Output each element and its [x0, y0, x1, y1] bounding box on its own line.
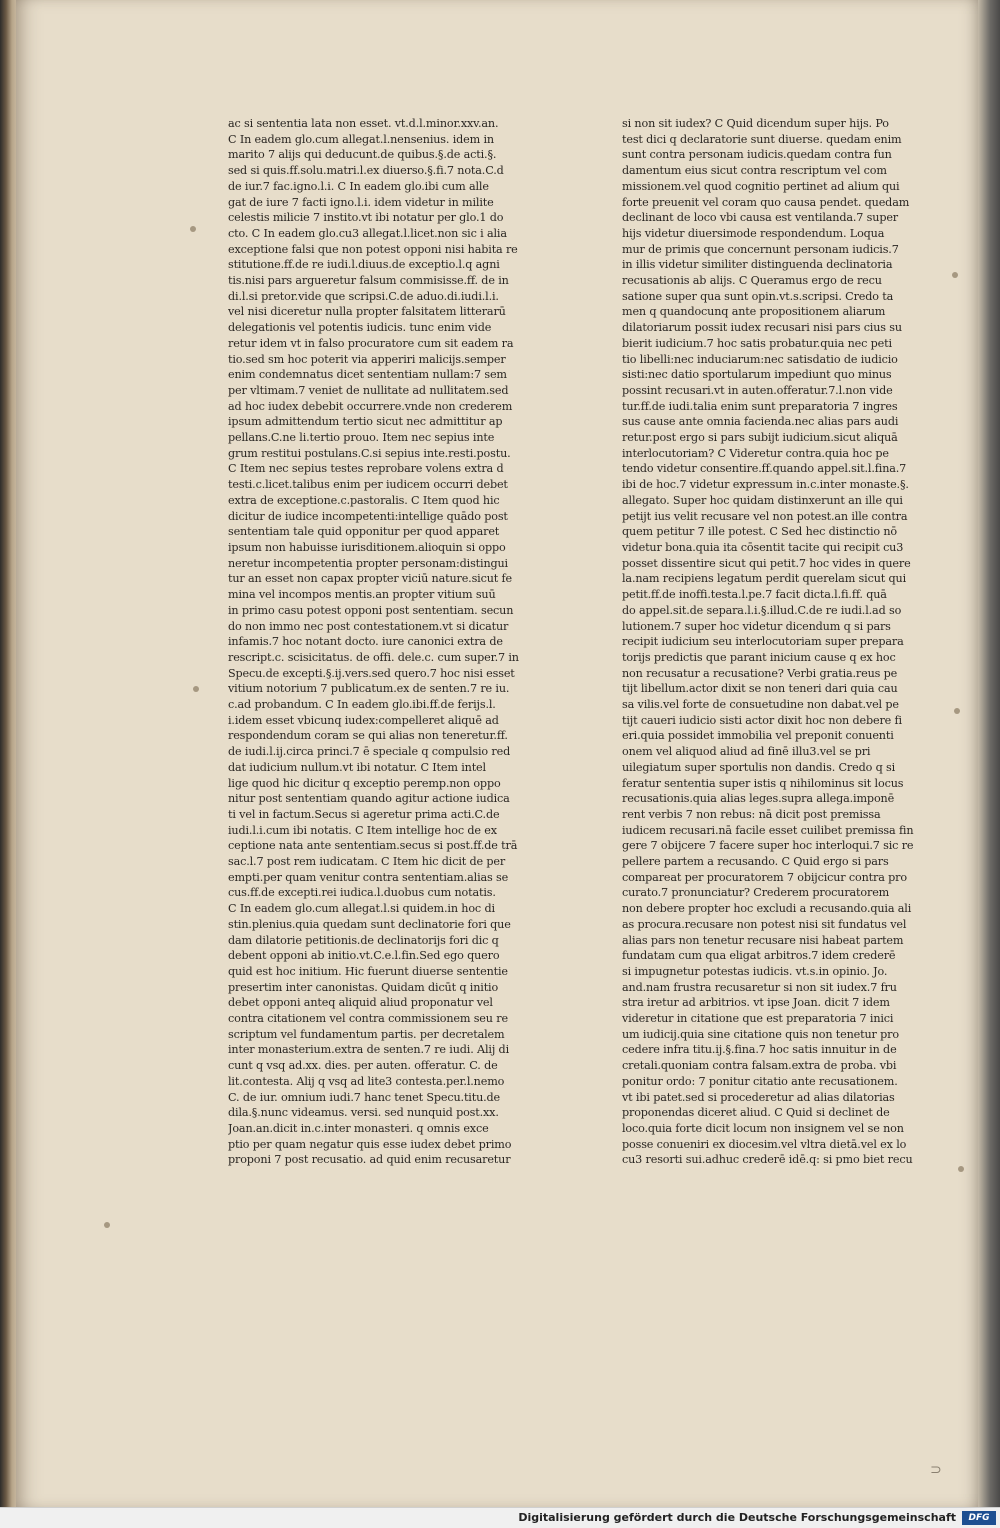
- text-line: eri.quia possidet immobilia vel preponit conuenti: [622, 729, 894, 743]
- dfg-logo[interactable]: DFG: [962, 1511, 996, 1525]
- text-line: debent opponi ab initio.vt.C.e.l.fin.Sed ego quero: [228, 949, 500, 963]
- text-line: gat de iure 7 facti igno.l.i. idem videtur in milite: [228, 195, 494, 209]
- text-line: tijt caueri iudicio sisti actor dixit hoc non debere fi: [622, 713, 902, 727]
- text-line: cu3 resorti sui.adhuc crederē idē.q: si pmo biet recu: [622, 1153, 913, 1167]
- text-line: tio libelli:nec induciarum:nec satisdatio de iudicio: [622, 352, 898, 366]
- text-line: quid est hoc initium. Hic fuerunt diuerse sententie: [228, 964, 508, 978]
- pinhole-mark: [190, 226, 196, 232]
- pinhole-mark: [958, 1166, 964, 1172]
- text-line: loco.quia forte dicit locum non insignem vel se non: [622, 1122, 904, 1135]
- text-line: ponitur ordo: 7 ponitur citatio ante recusationem.: [622, 1074, 898, 1088]
- text-line: iudicem recusari.nā facile esset cuilibet premissa fin: [622, 823, 914, 837]
- text-line: extra de exceptione.c.pastoralis. C Item quod hic: [228, 493, 500, 507]
- text-line: Joan.an.dicit in.c.inter monasteri. q omnis exce: [228, 1122, 489, 1135]
- pencil-mark-icon: ⊃: [930, 1462, 942, 1478]
- text-line: dila.§.nunc videamus. versi. sed nunquid post.xx.: [228, 1106, 499, 1120]
- text-line: sac.l.7 post rem iudicatam. C Item hic dicit de per: [228, 855, 506, 869]
- text-line: dilatoriarum possit iudex recusari nisi pars cius su: [622, 321, 902, 335]
- text-line: sed si quis.ff.solu.matri.l.ex diuerso.§.fi.7 nota.C.d: [228, 164, 504, 178]
- text-line: posse conueniri ex diocesim.vel vltra dietā.vel ex lo: [622, 1137, 907, 1151]
- text-line: C In eadem glo.cum allegat.l.nensenius. idem in: [228, 132, 494, 146]
- text-line: recipit iudicium seu interlocutoriam super prepara: [622, 635, 904, 649]
- text-line: gere 7 obijcere 7 facere super hoc interloqui.7 sic re: [622, 839, 914, 853]
- text-line: mur de primis que concernunt personam iudicis.7: [622, 242, 899, 256]
- text-line: cunt q vsq ad.xx. dies. per auten. offeratur. C. de: [228, 1059, 498, 1073]
- text-line: tis.nisi pars argueretur falsum commisisse.ff. de in: [228, 274, 509, 288]
- text-line: C. de iur. omnium iudi.7 hanc tenet Specu.titu.de: [228, 1090, 501, 1104]
- text-line: bierit iudicium.7 hoc satis probatur.quia nec peti: [622, 336, 892, 350]
- text-line: recusationis.quia alias leges.supra allega.imponē: [622, 792, 895, 806]
- text-line: tur an esset non capax propter viciū nature.sicut fe: [228, 572, 512, 586]
- text-line: infamis.7 hoc notant docto. iure canonici extra de: [228, 635, 503, 649]
- text-line: stitutione.ff.de re iudi.l.diuus.de exceptio.l.q agni: [228, 258, 500, 272]
- text-line: vitium notorium 7 publicatum.ex de senten.7 re iu.: [228, 682, 510, 696]
- text-line: sisti:nec datio sportularum impediunt quo minus: [622, 368, 892, 382]
- text-line: testi.c.licet.talibus enim per iudicem occurri debet: [228, 478, 508, 492]
- text-line: alias pars non tenetur recusare nisi habeat partem: [622, 933, 904, 947]
- text-line: rescript.c. scisicitatus. de offi. dele.c. cum super.7 in: [228, 650, 519, 664]
- text-line: declinant de loco vbi causa est ventilanda.7 super: [622, 211, 898, 225]
- text-line: lige quod hic dicitur q exceptio peremp.non oppo: [228, 776, 501, 790]
- right-text-column: [622, 116, 938, 1168]
- text-line: proponendas diceret aliud. C Quid si declinet de: [622, 1106, 890, 1120]
- text-line: tijt libellum.actor dixit se non teneri dari quia cau: [622, 682, 898, 696]
- text-line: non recusatur a recusatione? Verbi gratia.reus pe: [622, 666, 898, 680]
- pinhole-mark: [193, 686, 199, 692]
- text-line: allegato. Super hoc quidam distinxerunt an ille qui: [622, 493, 903, 507]
- text-line: si non sit iudex? C Quid dicendum super hijs. Po: [622, 117, 889, 130]
- text-line: recusationis ab alijs. C Queramus ergo de recu: [622, 274, 882, 288]
- text-line: tio.sed sm hoc poterit via apperiri malicijs.semper: [228, 352, 506, 366]
- text-line: C In eadem glo.cum allegat.l.si quidem.in hoc di: [228, 902, 495, 916]
- text-line: de iudi.l.ij.circa princi.7 ē speciale q compulsio red: [228, 745, 511, 759]
- text-line: i.idem esset vbicunq iudex:compelleret aliquē ad: [228, 713, 499, 727]
- left-text-column: [228, 116, 544, 1168]
- text-line: respondendum coram se qui alias non teneretur.ff.: [228, 729, 508, 743]
- text-line: vel nisi diceretur nulla propter falsitatem litterarū: [228, 305, 506, 319]
- pinhole-mark: [952, 272, 958, 278]
- text-line: feratur sententia super istis q nihilominus sit locus: [622, 776, 904, 790]
- text-line: hijs videtur diuersimode respondendum. Loqua: [622, 226, 885, 240]
- text-line: proponi 7 post recusatio. ad quid enim recusaretur: [228, 1153, 511, 1167]
- text-line: cretali.quoniam contra falsam.extra de proba. vbi: [622, 1059, 897, 1073]
- text-line: as procura.recusare non potest nisi sit fundatus vel: [622, 917, 907, 931]
- text-line: sententiam tale quid opponitur per quod apparet: [228, 525, 500, 539]
- text-line: posset dissentire sicut qui petit.7 hoc vides in quere: [622, 556, 911, 570]
- text-line: rent verbis 7 non rebus: nā dicit post premissa: [622, 807, 881, 821]
- text-line: forte preuenit vel coram quo causa pendet. quedam: [622, 195, 910, 209]
- text-line: possint recusari.vt in auten.offeratur.7.l.non vide: [622, 383, 893, 397]
- text-line: contra citationem vel contra commissionem seu re: [228, 1012, 508, 1026]
- text-line: and.nam frustra recusaretur si non sit iudex.7 fru: [622, 980, 897, 994]
- text-line: um iudicij.quia sine citatione quis non tenetur pro: [622, 1027, 899, 1041]
- text-line: c.ad probandum. C In eadem glo.ibi.ff.de ferijs.l.: [228, 698, 496, 712]
- text-line: ipsum non habuisse iurisditionem.alioquin si oppo: [228, 540, 506, 554]
- text-line: tur.ff.de iudi.talia enim sunt preparatoria 7 ingres: [622, 399, 898, 413]
- text-line: iudi.l.i.cum ibi notatis. C Item intellige hoc de ex: [228, 823, 497, 837]
- text-line: C Item nec sepius testes reprobare volens extra d: [228, 462, 504, 476]
- text-line: neretur incompetentia propter personam:distingui: [228, 556, 508, 570]
- text-line: test dici q declaratorie sunt diuerse. quedam enim: [622, 132, 902, 146]
- text-line: empti.per quam venitur contra sententiam.alias se: [228, 870, 509, 884]
- text-line: per vltimam.7 veniet de nullitate ad nullitatem.sed: [228, 383, 509, 397]
- text-line: scriptum vel fundamentum partis. per decretalem: [228, 1027, 505, 1041]
- text-line: celestis milicie 7 instito.vt ibi notatur per glo.1 do: [228, 211, 504, 225]
- text-line: non debere propter hoc excludi a recusando.quia ali: [622, 902, 912, 916]
- text-line: di.l.si pretor.vide que scripsi.C.de aduo.di.iudi.l.i.: [228, 289, 499, 303]
- text-line: petijt ius velit recusare vel non potest.an ille contra: [622, 509, 908, 523]
- text-line: cedere infra titu.ij.§.fina.7 hoc satis innuitur in de: [622, 1043, 897, 1057]
- page: [16, 0, 978, 1508]
- text-line: dicitur de iudice incompetenti:intellige quādo post: [228, 509, 508, 523]
- text-line: petit.ff.de inoffi.testa.l.pe.7 facit dicta.l.fi.ff. quā: [622, 588, 887, 602]
- text-line: onem vel aliquod aliud ad finē illu3.vel se pri: [622, 745, 871, 759]
- text-line: stra iretur ad arbitrios. vt ipse Joan. dicit 7 idem: [622, 996, 890, 1010]
- text-line: videretur in citatione que est preparatoria 7 inici: [622, 1012, 894, 1026]
- text-line: torijs predictis que parant inicium cause q ex hoc: [622, 650, 896, 664]
- text-line: ipsum admittendum tertio sicut nec admittitur ap: [228, 415, 503, 429]
- text-line: sus cause ante omnia facienda.nec alias pars audi: [622, 415, 899, 429]
- text-line: ibi de hoc.7 videtur expressum in.c.inter monaste.§.: [622, 478, 909, 492]
- dfg-credit-text: Digitalisierung gefördert durch die Deutsche Forschungsgemeinschaft: [518, 1511, 956, 1524]
- text-line: vt ibi patet.sed si procederetur ad alias dilatorias: [622, 1090, 895, 1104]
- text-line: in illis videtur similiter distinguenda declinatoria: [622, 258, 893, 272]
- text-line: ad hoc iudex debebit occurrere.vnde non crederem: [228, 399, 513, 413]
- text-line: inter monasterium.extra de senten.7 re iudi. Alij di: [228, 1043, 509, 1057]
- text-line: si impugnetur potestas iudicis. vt.s.in opinio. Jo.: [622, 964, 888, 978]
- text-line: Specu.de excepti.§.ij.vers.sed quero.7 hoc nisi esset: [228, 666, 515, 680]
- text-line: stin.plenius.quia quedam sunt declinatorie fori que: [228, 917, 511, 931]
- text-line: dam dilatorie petitionis.de declinatorijs fori dic q: [228, 933, 499, 947]
- text-line: do non immo nec post contestationem.vt si dicatur: [228, 619, 509, 633]
- text-line: damentum eius sicut contra rescriptum vel com: [622, 164, 887, 178]
- text-line: dat iudicium nullum.vt ibi notatur. C Item intel: [228, 760, 486, 774]
- text-line: cus.ff.de excepti.rei iudica.l.duobus cum notatis.: [228, 886, 496, 900]
- pinhole-mark: [954, 708, 960, 714]
- text-line: presertim inter canonistas. Quidam dicūt q initio: [228, 980, 499, 994]
- text-line: ti vel in factum.Secus si ageretur prima acti.C.de: [228, 807, 500, 821]
- text-line: grum restitui postulans.C.si sepius inte.resti.postu.: [228, 446, 511, 460]
- text-line: curato.7 pronunciatur? Crederem procuratorem: [622, 886, 890, 900]
- text-line: ac si sententia lata non esset. vt.d.l.minor.xxv.an.: [228, 117, 499, 130]
- text-line: compareat per procuratorem 7 obijcicur contra pro: [622, 870, 907, 884]
- text-line: nitur post sententiam quando agitur actione iudica: [228, 792, 510, 806]
- text-line: marito 7 alijs qui deducunt.de quibus.§.de acti.§.: [228, 148, 497, 162]
- text-line: sa vilis.vel forte de consuetudine non dabat.vel pe: [622, 698, 899, 712]
- text-line: interlocutoriam? C Videretur contra.quia hoc pe: [622, 446, 889, 460]
- text-line: retur idem vt in falso procuratore cum sit eadem ra: [228, 336, 514, 350]
- text-line: cto. C In eadem glo.cu3 allegat.l.licet.non sic i alia: [228, 226, 507, 240]
- footer-bar: [0, 1507, 1000, 1528]
- text-line: pellans.C.ne li.tertio prouo. Item nec sepius inte: [228, 431, 495, 445]
- text-line: uilegiatum super sportulis non dandis. Credo q si: [622, 760, 896, 774]
- text-line: videtur bona.quia ita cōsentit tacite qui recipit cu3: [622, 540, 904, 554]
- text-line: missionem.vel quod cognitio pertinet ad alium qui: [622, 179, 900, 193]
- text-line: mina vel incompos mentis.an propter vitium suū: [228, 588, 496, 602]
- text-line: satione super qua sunt opin.vt.s.scripsi. Credo ta: [622, 289, 894, 303]
- text-line: debet opponi anteq aliquid aliud proponatur vel: [228, 996, 493, 1010]
- text-line: lit.contesta. Alij q vsq ad lite3 contesta.per.l.nemo: [228, 1074, 505, 1088]
- pinhole-mark: [104, 1222, 110, 1228]
- text-line: do appel.sit.de separa.l.i.§.illud.C.de re iudi.l.ad so: [622, 603, 902, 617]
- text-line: lutionem.7 super hoc videtur dicendum q si pars: [622, 619, 891, 633]
- text-line: in primo casu potest opponi post sententiam. secun: [228, 603, 514, 617]
- text-line: exceptione falsi que non potest opponi nisi habita re: [228, 242, 518, 256]
- text-line: ceptione nata ante sententiam.secus si post.ff.de trā: [228, 839, 518, 853]
- text-line: tendo videtur consentire.ff.quando appel.sit.l.fina.7: [622, 462, 907, 476]
- text-line: quem petitur 7 ille potest. C Sed hec distinctio nō: [622, 525, 898, 539]
- text-line: pellere partem a recusando. C Quid ergo si pars: [622, 855, 889, 869]
- text-line: delegationis vel potentis iudicis. tunc enim vide: [228, 321, 492, 335]
- text-line: retur.post ergo si pars subijt iudicium.sicut aliquā: [622, 431, 898, 445]
- text-line: ptio per quam negatur quis esse iudex debet primo: [228, 1137, 512, 1151]
- text-line: fundatam cum qua eligat arbitros.7 idem crederē: [622, 949, 896, 963]
- text-line: de iur.7 fac.igno.l.i. C In eadem glo.ibi cum alle: [228, 179, 489, 193]
- text-line: enim condemnatus dicet sententiam nullam:7 sem: [228, 368, 507, 382]
- text-line: men q quandocunq ante propositionem aliarum: [622, 305, 886, 319]
- text-line: sunt contra personam iudicis.quedam contra fun: [622, 148, 892, 162]
- text-line: la.nam recipiens legatum perdit querelam sicut qui: [622, 572, 906, 586]
